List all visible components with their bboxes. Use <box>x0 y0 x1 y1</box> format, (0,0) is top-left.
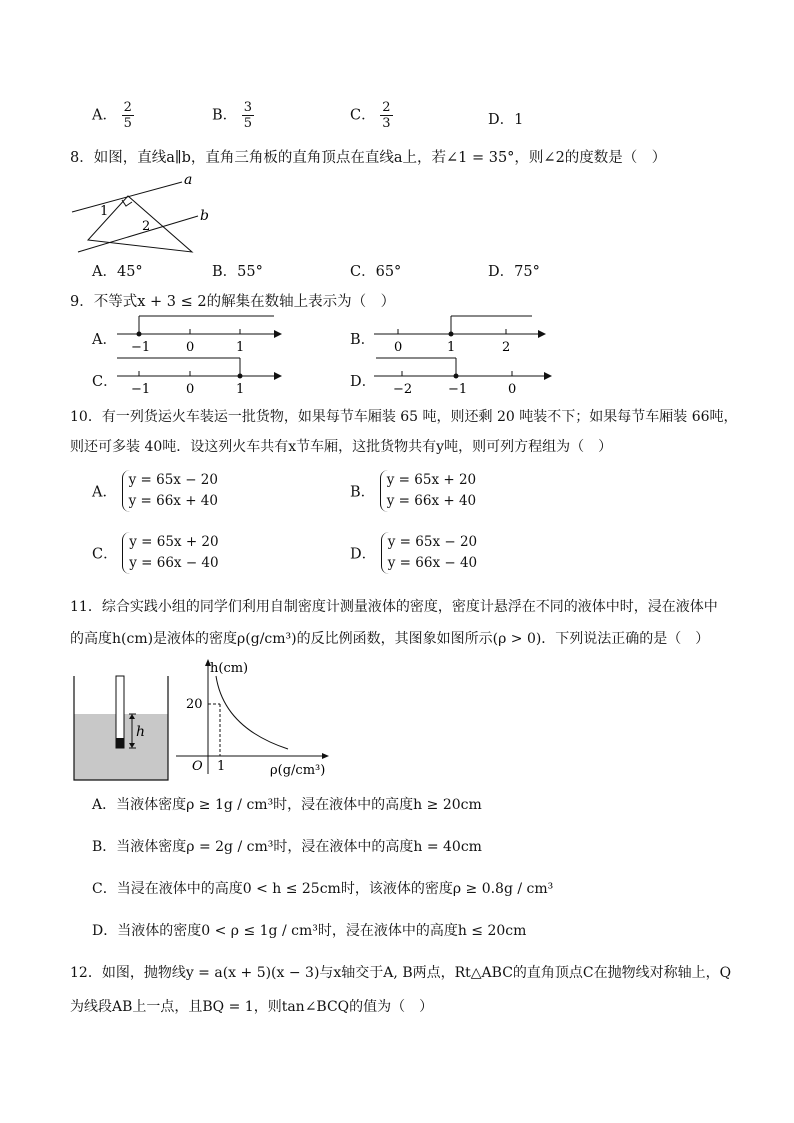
q10-a-eq1: y = 65x − 20 <box>128 472 218 488</box>
q11-graph-ylabel: h(cm) <box>210 661 249 676</box>
q8-option-d: D．75° <box>488 264 540 280</box>
q9-d-tick-2: −1 <box>448 382 468 397</box>
q9-numberline-a <box>112 314 282 356</box>
q7-c-label: C． <box>350 107 376 124</box>
q10-stem-line2: 则还可多装 40吨．设这列火车共有x节车厢，这批货物共有y吨，则可列方程组为（ ） <box>70 439 613 455</box>
q10-b-eq2: y = 66x + 40 <box>386 493 477 509</box>
q8-label-b: b <box>200 208 209 224</box>
q11-stem-line2: 的高度h(cm)是液体的密度ρ(g/cm³)的反比例函数，其图象如图所示(ρ > 0)．下列说法正确的是（ ） <box>70 631 710 647</box>
q9-label-c: C． <box>92 374 118 390</box>
q11-stem-line1: 11．综合实践小组的同学们利用自制密度计测量液体的密度，密度计悬浮在不同的液体中时，浸在液体中 <box>70 599 718 615</box>
q9-a-tick-2: 0 <box>186 340 195 355</box>
q10-a-label: A． <box>92 484 117 501</box>
q9-a-tick-1: −1 <box>131 340 151 355</box>
q8-label-a: a <box>184 172 193 188</box>
q9-a-tick-3: 1 <box>236 340 245 355</box>
q11-beaker-label-h: h <box>136 724 146 740</box>
q11-option-c: C．当浸在液体中的高度0 < h ≤ 25cm时，该液体的密度ρ ≥ 0.8g / cm³ <box>92 881 554 897</box>
q7-c-fraction <box>380 100 392 131</box>
q9-numberline-d <box>372 356 554 398</box>
q10-option-c <box>92 532 219 574</box>
q8-stem: 8．如图，直线a∥b，直角三角板的直角顶点在直线a上，若∠1 = 35°，则∠2的度数是（ ） <box>70 150 667 166</box>
q7-a-den: 5 <box>123 116 132 131</box>
q7-b-fraction <box>242 100 254 131</box>
q9-label-d: D． <box>350 374 377 390</box>
q7-option-a <box>92 100 134 131</box>
q7-c-num: 2 <box>382 100 391 115</box>
q12-stem-line1: 12．如图，抛物线y = a(x + 5)(x − 3)与x轴交于A, B两点，Rt△ABC的直角顶点C在抛物线对称轴上，Q <box>70 965 732 981</box>
q10-a-eq2: y = 66x + 40 <box>128 493 218 509</box>
q10-c-eq1: y = 65x + 20 <box>129 534 219 550</box>
q11-option-b: B．当液体密度ρ = 2g / cm³时，浸在液体中的高度h = 40cm <box>92 839 482 855</box>
q11-graph-origin: O <box>192 759 203 774</box>
q10-d-eq1: y = 65x − 20 <box>387 534 478 550</box>
q7-b-den: 5 <box>243 116 253 131</box>
q7-c-den: 3 <box>382 116 391 131</box>
q10-d-system <box>381 532 477 574</box>
q7-option-b <box>212 100 254 131</box>
q9-numberline-c <box>112 356 282 398</box>
q11-graph-xlabel: ρ(g/cm³) <box>270 763 326 778</box>
q10-option-a <box>92 470 218 512</box>
q9-label-b: B． <box>350 332 376 348</box>
q11-graph-x-tick: 1 <box>217 759 226 774</box>
q7-d-label: D． <box>488 112 515 128</box>
q7-option-d <box>488 108 523 129</box>
q11-graph <box>172 656 334 780</box>
q8-label-2: 2 <box>142 219 151 234</box>
q9-b-tick-3: 2 <box>502 340 511 355</box>
q7-a-fraction <box>122 100 134 131</box>
q7-d-value: 1 <box>514 112 524 128</box>
q8-option-c: C．65° <box>350 264 402 280</box>
q7-b-num: 3 <box>243 100 253 115</box>
q7-a-num: 2 <box>123 100 132 115</box>
q8-label-1: 1 <box>100 204 109 219</box>
q9-c-tick-1: −1 <box>131 382 151 397</box>
q11-beaker-figure <box>72 672 172 784</box>
q9-stem: 9．不等式x + 3 ≤ 2的解集在数轴上表示为（ ） <box>70 294 396 310</box>
q10-option-b <box>350 470 476 512</box>
q8-line-b <box>78 216 198 252</box>
q7-b-label: B． <box>212 107 238 124</box>
q12-stem-line2: 为线段AB上一点，且BQ = 1，则tan∠BCQ的值为（ ） <box>70 999 434 1015</box>
q10-a-system <box>122 470 218 512</box>
q10-b-system <box>380 470 476 512</box>
q9-c-tick-2: 0 <box>186 382 195 397</box>
q11-option-d: D．当液体的密度0 < ρ ≤ 1g / cm³时，浸在液体中的高度h ≤ 20cm <box>92 923 527 939</box>
q8-option-a: A．45° <box>92 264 143 280</box>
q10-d-label: D． <box>350 546 377 563</box>
q11-graph-y-tick: 20 <box>186 697 203 712</box>
q9-d-tick-1: −2 <box>393 382 413 397</box>
q7-option-c <box>350 100 393 131</box>
q10-c-label: C． <box>92 546 118 563</box>
q10-c-system <box>122 532 218 574</box>
q10-c-eq2: y = 66x − 40 <box>129 555 219 571</box>
q9-label-a: A． <box>92 332 117 348</box>
q10-stem-line1: 10．有一列货运火车装运一批货物，如果每节车厢装 65 吨，则还剩 20 吨装不下；如果每节车厢装 66吨， <box>70 409 738 425</box>
q9-numberline-b <box>372 314 548 356</box>
q9-b-tick-1: 0 <box>394 340 403 355</box>
q8-option-b: B．55° <box>212 264 263 280</box>
q8-figure <box>70 170 220 262</box>
q7-a-label: A． <box>92 107 117 124</box>
q10-d-eq2: y = 66x − 40 <box>387 555 478 571</box>
q10-b-eq1: y = 65x + 20 <box>386 472 477 488</box>
q10-b-label: B． <box>350 484 376 501</box>
q9-c-tick-3: 1 <box>236 382 245 397</box>
q10-option-d <box>350 532 477 574</box>
q9-d-tick-3: 0 <box>508 382 517 397</box>
q11-option-a: A．当液体密度ρ ≥ 1g / cm³时，浸在液体中的高度h ≥ 20cm <box>92 797 482 813</box>
q9-b-tick-2: 1 <box>447 340 456 355</box>
